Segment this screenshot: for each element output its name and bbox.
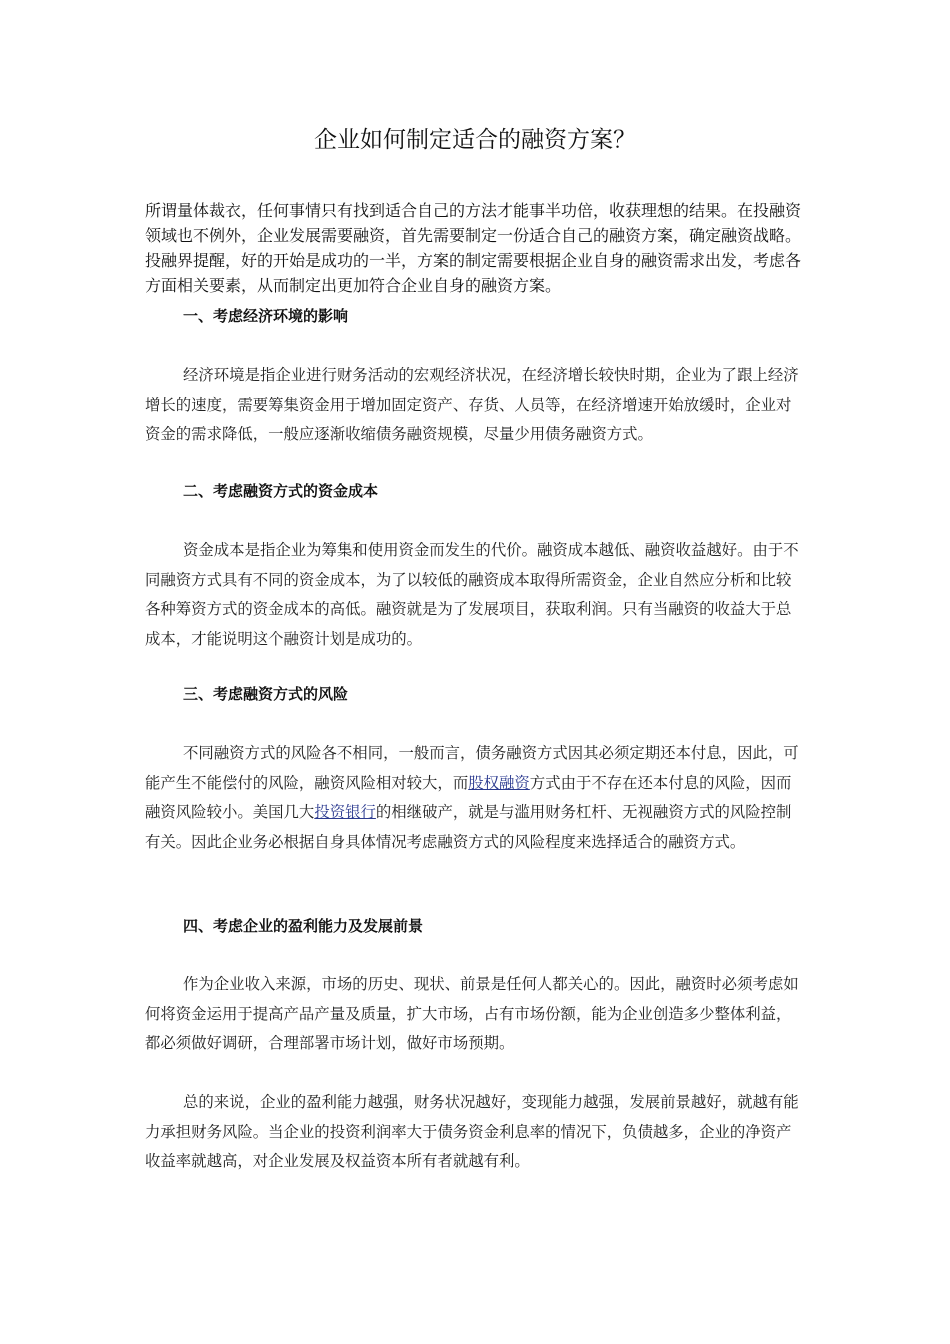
section-4-heading: 四、考虑企业的盈利能力及发展前景: [183, 917, 424, 935]
section-4-body: 作为企业收入来源，市场的历史、现状、前景是任何人都关心的。因此，融资时必须考虑如何将资金运用于提高产品产量及质量，扩大市场，占有市场份额，能为企业创造多少整体利益，都必须做好调研，合理部署市场计划，做好市场预期。: [145, 975, 799, 1052]
section-2-body: 资金成本是指企业为筹集和使用资金而发生的代价。融资成本越低、融资收益越好。由于不同融资方式具有不同的资金成本，为了以较低的融资成本取得所需资金，企业自然应分析和比较各种筹资方式的资金成本的高低。融资就是为了发展项目，获取利润。只有当融资的收益大于总成本，才能说明这个融资计划是成功的。: [145, 541, 799, 648]
section-1-heading: 一、考虑经济环境的影响: [183, 307, 349, 325]
section-3-heading: 三、考虑融资方式的风险: [183, 685, 349, 703]
equity-financing-link[interactable]: 股权融资: [468, 773, 530, 792]
intro-paragraph: 所谓量体裁衣，任何事情只有找到适合自己的方法才能事半功倍，收获理想的结果。在投融资领域也不例外，企业发展需要融资，首先需要制定一份适合自己的融资方案，确定融资战略。投融界提醒，好的开始是成功的一半，方案的制定需要根据企业自身的融资需求出发，考虑各方面相关要素，从而制定出更加符合企业自身的融资方案。: [145, 201, 802, 295]
section-3-body: [145, 739, 805, 857]
investment-bank-link[interactable]: 投资银行: [314, 803, 376, 821]
section-4-conclusion: 总的来说，企业的盈利能力越强，财务状况越好，变现能力越强，发展前景越好，就越有能力承担财务风险。当企业的投资利润率大于债务资金利息率的情况下，负债越多，企业的净资产收益率就越高，对企业发展及权益资本所有者就越有利。: [145, 1093, 799, 1170]
section-2-heading: 二、考虑融资方式的资金成本: [183, 482, 379, 500]
section-3-body-part3: 的相继破产，就是与滥用财务杠杆、无视融资方式的风险控制有关。因此企业务必根据自身具体情况考虑融资方式的风险程度来选择适合的融资方式。: [145, 803, 792, 851]
section-1-body: 经济环境是指企业进行财务活动的宏观经济状况，在经济增长较快时期，企业为了跟上经济增长的速度，需要筹集资金用于增加固定资产、存货、人员等，在经济增速开始放缓时，企业对资金的需求降低，一般应逐渐收缩债务融资规模，尽量少用债务融资方式。: [145, 366, 799, 443]
section-3-body-part2: 方式由于不存在还本付息的风险，因而融资风险较小。美国几大: [145, 773, 792, 821]
section-3-body-part1: 不同融资方式的风险各不相同，一般而言，债务融资方式因其必须定期还本付息，因此，可能产生不能偿付的风险，融资风险相对较大，而: [145, 744, 799, 792]
document-title: 企业如何制定适合的融资方案？: [314, 127, 636, 153]
